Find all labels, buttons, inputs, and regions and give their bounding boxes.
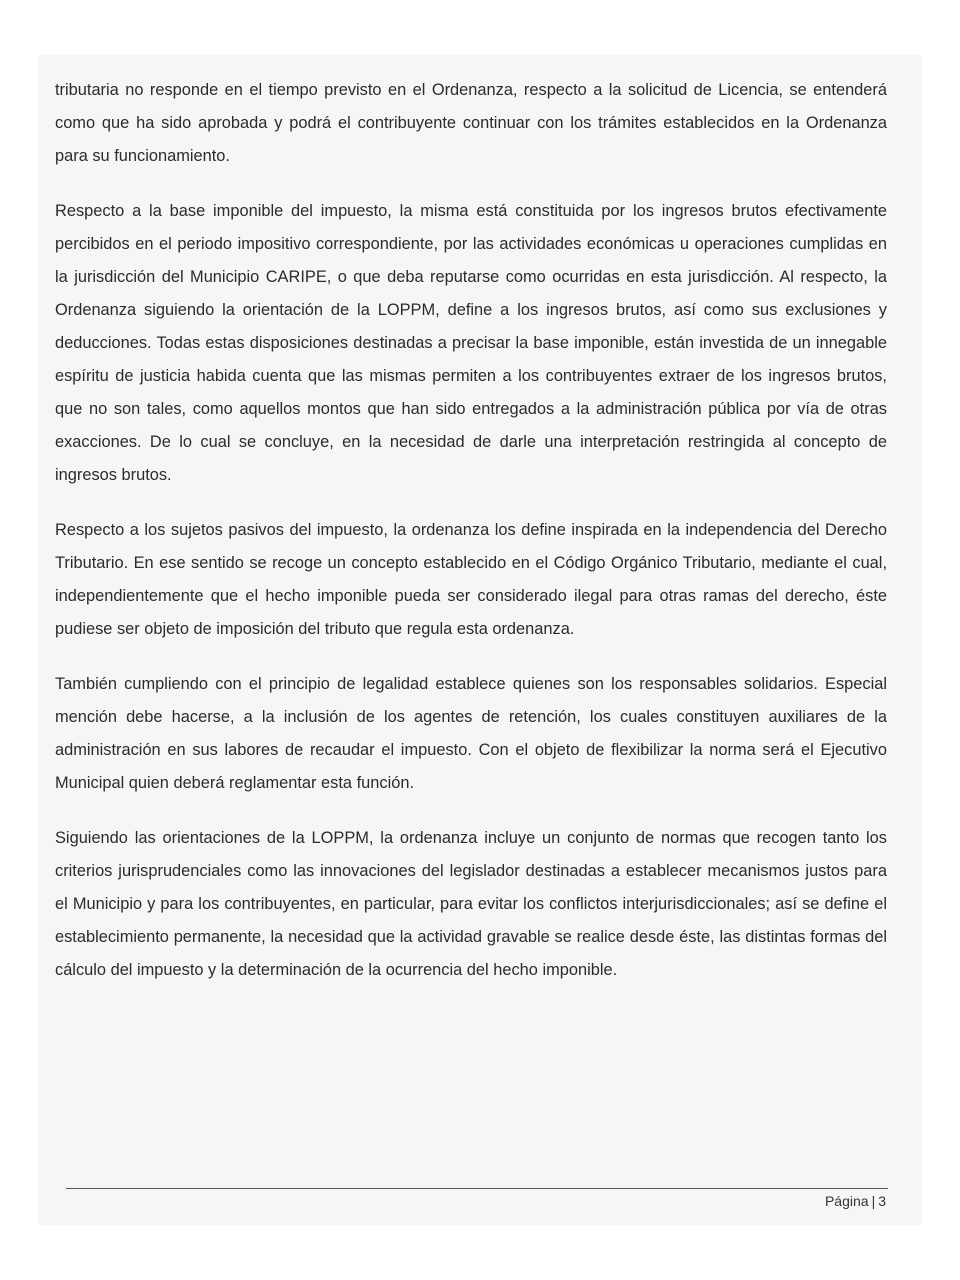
page-number: 3 bbox=[878, 1193, 886, 1209]
paragraph-1: tributaria no responde en el tiempo previsto en el Ordenanza, respecto a la solicitud de Licencia, se entenderá como que ha sido aprobada y podrá el contribuyente continuar con los trámites establecidos en la Ordenanza para su funcionamiento. bbox=[55, 81, 887, 165]
paragraph-4: También cumpliendo con el principio de legalidad establece quienes son los responsables solidarios. Especial mención debe hacerse, a la inclusión de los agentes de retención, los cuales constituyen auxiliares de la administración en sus labores de recaudar el impuesto. Con el objeto de flexibilizar la norma será el Ejecutivo Municipal quien deberá reglamentar esta función. bbox=[55, 675, 887, 792]
page-separator: | bbox=[871, 1193, 876, 1209]
document-body bbox=[55, 74, 887, 1009]
paragraph-2: Respecto a la base imponible del impuesto, la misma está constituida por los ingresos brutos efectivamente percibidos en el periodo impositivo correspondiente, por las actividades económicas u operaciones cumplidas en la jurisdicción del Municipio CARIPE, o que deba reputarse como ocurridas en esta jurisdicción. Al respecto, la Ordenanza siguiendo la orientación de la LOPPM, define a los ingresos brutos, así como sus exclusiones y deducciones. Todas estas disposiciones destinadas a precisar la base imponible, están investida de un innegable espíritu de justicia habida cuenta que las mismas permiten a los contribuyentes extraer de los ingresos brutos, que no son tales, como aquellos montos que han sido entregados a la administración pública por vía de otras exacciones. De lo cual se concluye, en la necesidad de darle una interpretación restringida al concepto de ingresos brutos. bbox=[55, 202, 887, 484]
footer-divider bbox=[66, 1188, 888, 1189]
page-footer bbox=[825, 1193, 886, 1209]
paragraph-5: Siguiendo las orientaciones de la LOPPM, la ordenanza incluye un conjunto de normas que recogen tanto los criterios jurisprudenciales como las innovaciones del legislador destinadas a establecer mecanismos justos para el Municipio y para los contribuyentes, en particular, para evitar los conflictos interjurisdiccionales; así se define el establecimiento permanente, la necesidad que la actividad gravable se realice desde éste, las distintas formas del cálculo del impuesto y la determinación de la ocurrencia del hecho imponible. bbox=[55, 829, 887, 979]
page-label: Página bbox=[824, 1193, 869, 1209]
paragraph-3: Respecto a los sujetos pasivos del impuesto, la ordenanza los define inspirada en la independencia del Derecho Tributario. En ese sentido se recoge un concepto establecido en el Código Orgánico Tributario, mediante el cual, independientemente que el hecho imponible pueda ser considerado ilegal para otras ramas del derecho, éste pudiese ser objeto de imposición del tributo que regula esta ordenanza. bbox=[55, 521, 887, 638]
